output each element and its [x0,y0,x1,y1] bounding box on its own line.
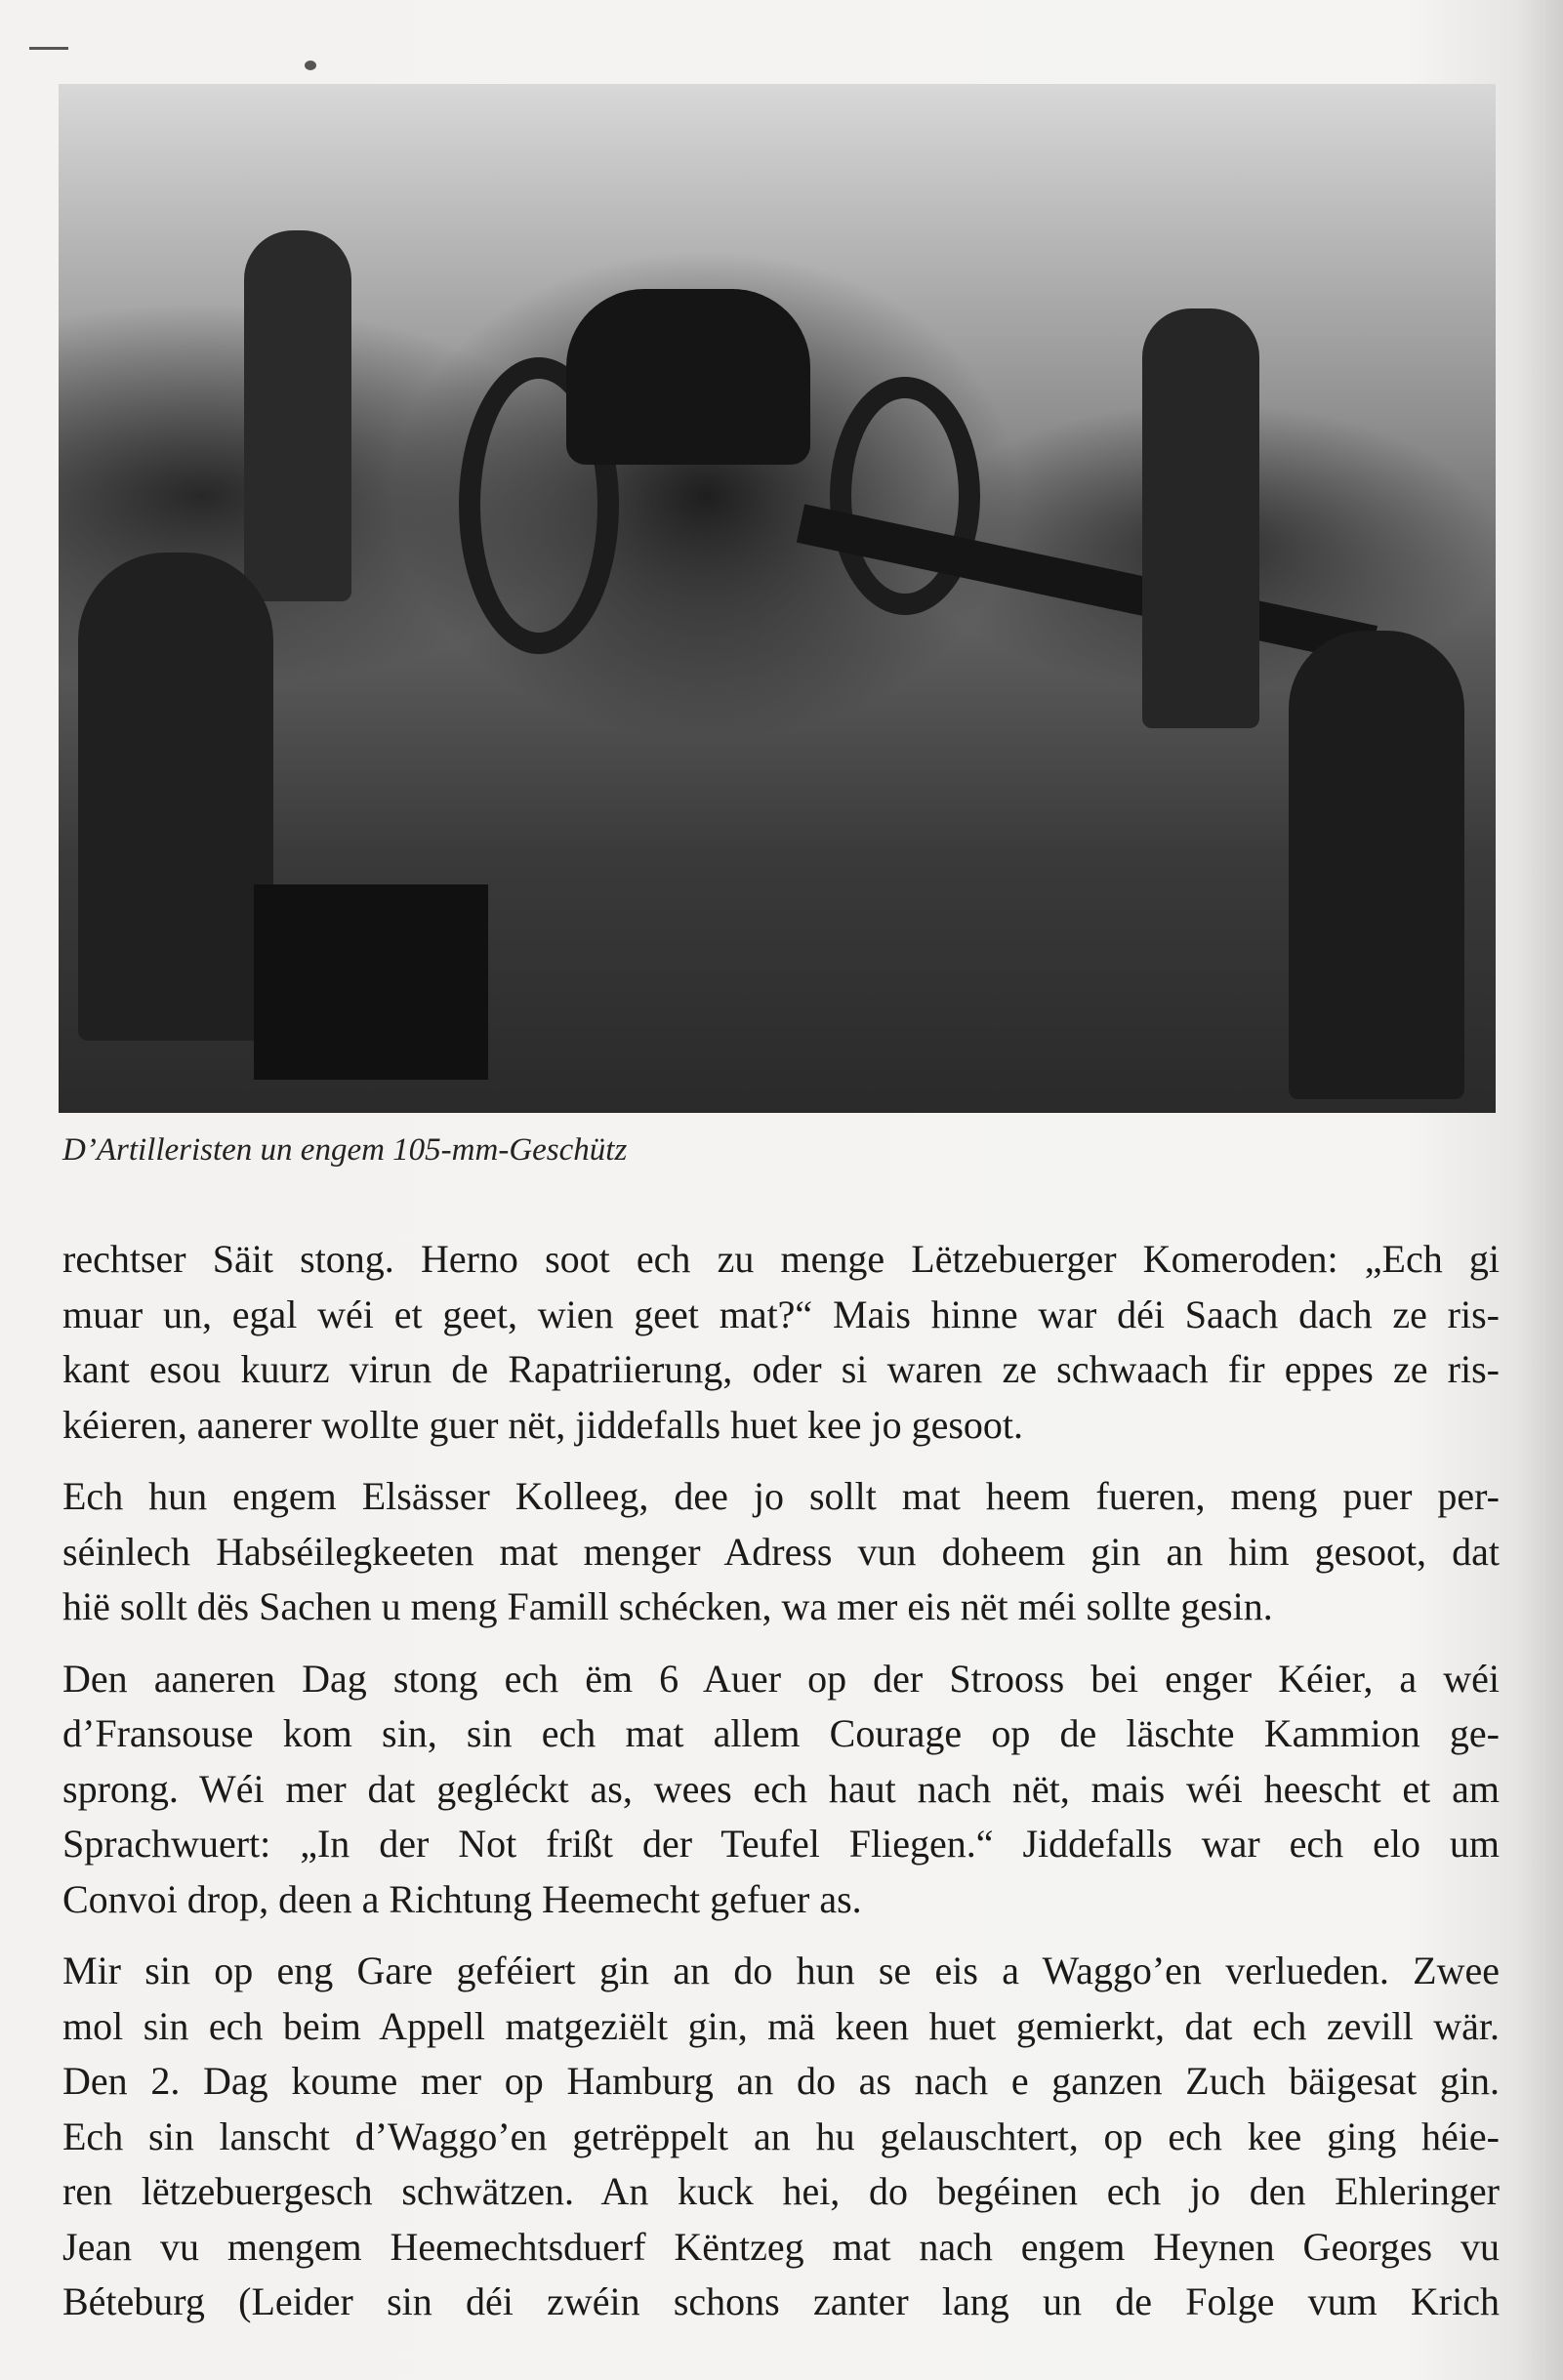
artillery-photo [59,84,1496,1113]
text-line: kéieren, aanerer wollte guer nët, jiddefalls huet kee jo gesoot. [62,1402,1024,1447]
paragraph [62,1469,1500,1635]
text-line: kant esou kuurz virun de Rapatriierung, oder si waren ze schwaach fir eppes ze ris- [62,1347,1500,1391]
text-line: Ech sin lanscht d’Waggo’en getrëppelt an hu gelauschtert, op ech kee ging héie- [62,2113,1500,2158]
text-line: Convoi drop, deen a Richtung Heemecht gefuer as. [62,1876,862,1921]
soldier [1142,308,1259,728]
scan-speck [305,61,316,70]
text-line: d’Fransouse kom sin, sin ech mat allem Courage op de läschte Kammion ge- [62,1711,1500,1755]
text-line: Mir sin op eng Gare geféiert gin an do hun se eis a Waggo’en verlueden. Zwee [62,1949,1500,1992]
photo-caption: D’Artilleristen un engem 105-mm-Geschütz [62,1132,628,1168]
text-line: ren lëtzebuergesch schwätzen. An kuck hei, do begéinen ech jo den Ehleringer [62,2169,1500,2213]
text-line: Jean vu mengem Heemechtsduerf Këntzeg mat nach engem Heynen Georges vu [62,2224,1500,2269]
text-line: séinlech Habséilegkeeten mat menger Adress vun doheem gin an him gesoot, dat [62,1529,1500,1574]
text-line: hië sollt dës Sachen u meng Famill schécken, wa mer eis nët méi sollte gesin. [62,1584,1273,1628]
soldier [1289,631,1464,1099]
text-line: rechtser Säit stong. Herno soot ech zu menge Lëtzebuerger Komeroden: „Ech gi [62,1237,1500,1281]
body-text [62,1232,1500,2347]
text-line: muar un, egal wéi et geet, wien geet mat?“ Mais hinne war déi Saach dach ze ris- [62,1292,1500,1336]
soldier [78,553,273,1041]
text-line: Ech hun engem Elsässer Kolleeg, dee jo sollt mat heem fueren, meng puer per- [62,1474,1500,1518]
paragraph [62,1652,1500,1928]
scan-speck [29,47,68,50]
text-line: Den aaneren Dag stong ech ëm 6 Auer op der Strooss bei enger Kéier, a wéi [62,1656,1500,1701]
paragraph [62,1232,1500,1453]
text-line: Béteburg (Leider sin déi zwéin schons zanter lang un de Folge vum Krich [62,2279,1500,2323]
ammo-box [254,884,488,1080]
gun-wheel [830,377,980,615]
text-line: sprong. Wéi mer dat gegléckt as, wees ech haut nach nët, mais wéi heescht et am [62,1766,1500,1811]
text-line: mol sin ech beim Appell matgeziëlt gin, mä keen huet gemierkt, dat ech zevill wär. [62,2003,1500,2048]
paragraph [62,1944,1500,2330]
text-line: Den 2. Dag koume mer op Hamburg an do as nach e ganzen Zuch bäigesat gin. [62,2059,1500,2103]
text-line: Sprachwuert: „In der Not frißt der Teufel Fliegen.“ Jiddefalls war ech elo um [62,1822,1500,1866]
soldier [244,230,351,601]
gun-barrel [566,289,810,465]
